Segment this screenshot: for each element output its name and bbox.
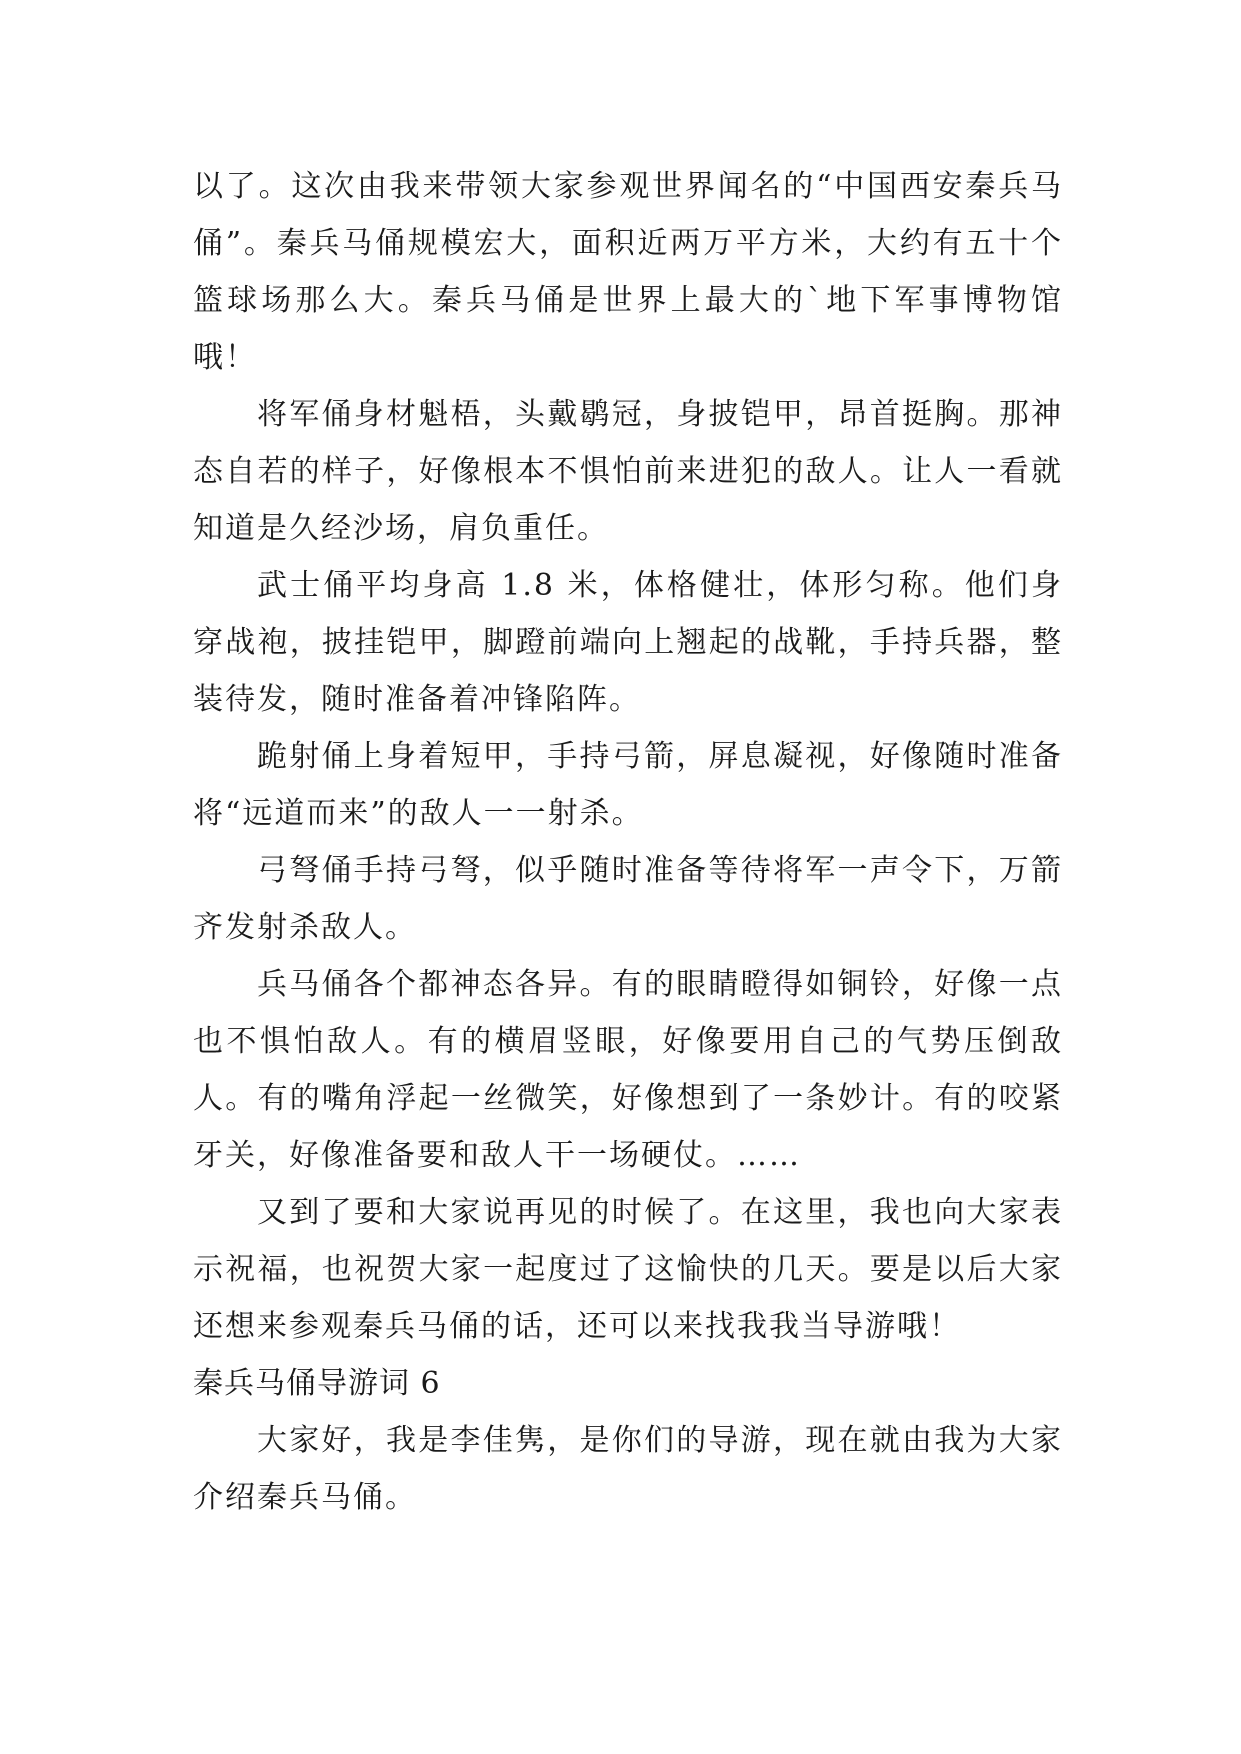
paragraph-warrior-figure: 武士俑平均身高 1.8 米，体格健壮，体形匀称。他们身穿战袍，披挂铠甲，脚蹬前端向上翘起的战靴，手持兵器，整装待发，随时准备着冲锋陷阵。 [193, 568, 1063, 717]
document-page [193, 158, 1063, 1526]
paragraph-expressions: 兵马俑各个都神态各异。有的眼睛瞪得如铜铃，好像一点也不惧怕敌人。有的横眉竖眼，好像要用自己的气势压倒敌人。有的嘴角浮起一丝微笑，好像想到了一条妙计。有的咬紧牙关，好像准备要和敌人干一场硬仗。…… [193, 967, 1063, 1173]
paragraph-intro: 以了。这次由我来带领大家参观世界闻名的“中国西安秦兵马俑”。秦兵马俑规模宏大，面积近两万平方米，大约有五十个篮球场那么大。秦兵马俑是世界上最大的`地下军事博物馆哦！ [193, 169, 1063, 375]
paragraph-crossbowman: 弓弩俑手持弓弩，似乎随时准备等待将军一声令下，万箭齐发射杀敌人。 [193, 853, 1063, 945]
paragraph-kneeling-archer: 跪射俑上身着短甲，手持弓箭，屏息凝视，好像随时准备将“远道而来”的敌人一一射杀。 [193, 739, 1063, 831]
paragraph-section-intro: 大家好，我是李佳隽，是你们的导游，现在就由我为大家介绍秦兵马俑。 [193, 1423, 1063, 1515]
paragraph-general-figure: 将军俑身材魁梧，头戴鹖冠，身披铠甲，昂首挺胸。那神态自若的样子，好像根本不惧怕前来进犯的敌人。让人一看就知道是久经沙场，肩负重任。 [193, 397, 1063, 546]
section-heading: 秦兵马俑导游词 6 [193, 1366, 441, 1401]
paragraph-farewell: 又到了要和大家说再见的时候了。在这里，我也向大家表示祝福，也祝贺大家一起度过了这愉快的几天。要是以后大家还想来参观秦兵马俑的话，还可以来找我我当导游哦！ [193, 1195, 1063, 1344]
